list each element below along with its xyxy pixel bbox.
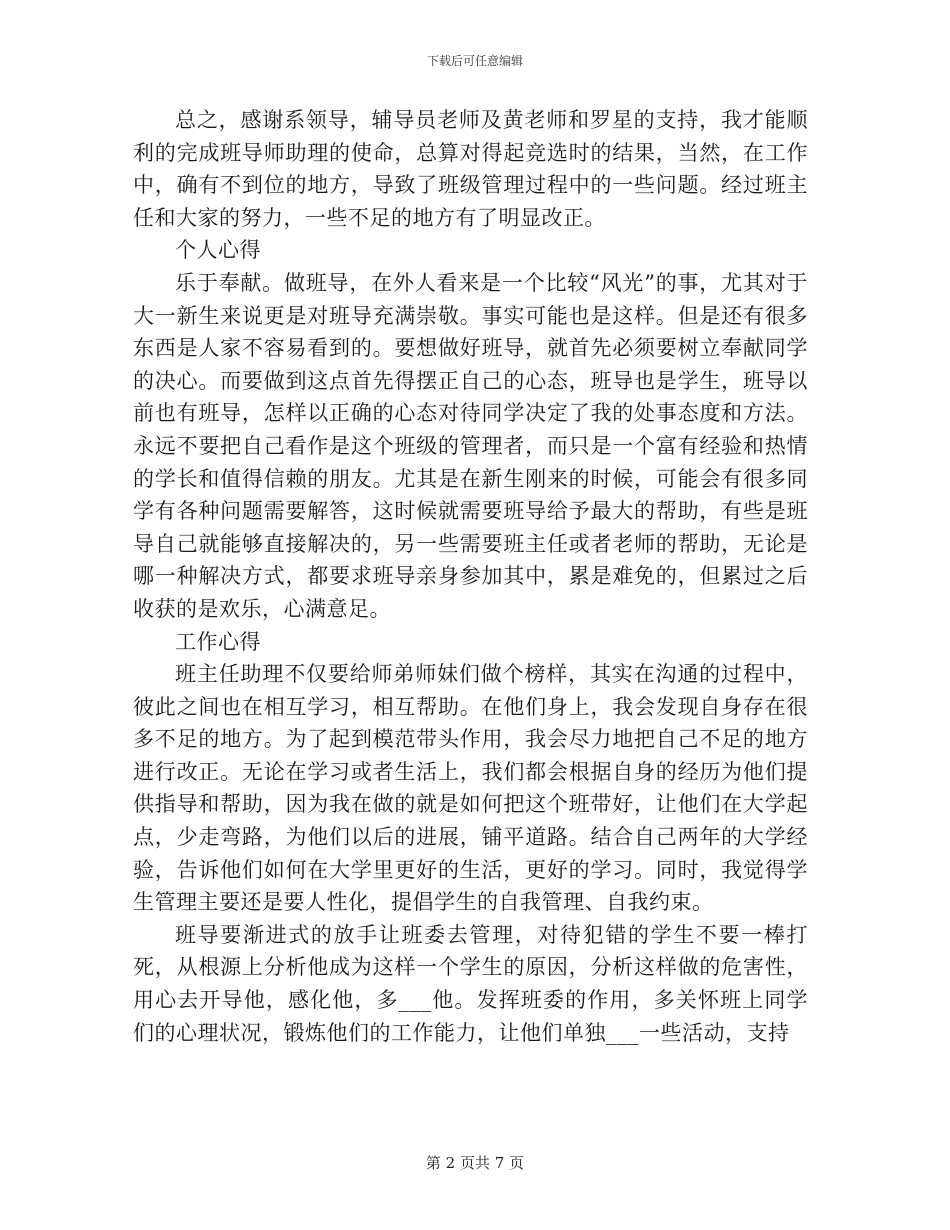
- paragraph-personal: 乐于奉献。做班导，在外人看来是一个比较“风光”的事，尤其对于大一新生来说更是对班导充满崇敬。事实可能也是这样。但是还有很多东西是人家不容易看到的。要想做好班导，就首先必须要树立奉献同学的决心。而要做到这点首先得摆正自己的心态，班导也是学生，班导以前也有班导，怎样以正确的心态对待同学决定了我的处事态度和方法。永远不要把自己看作是这个班级的管理者，而只是一个富有经验和热情的学长和值得信赖的朋友。尤其是在新生刚来的时候，可能会有很多同学有各种问题需要解答，这时候就需要班导给予最大的帮助，有些是班导自己就能够直接解决的，另一些需要班主任或者老师的帮助，无论是哪一种解决方式，都要求班导亲身参加其中，累是难免的，但累过之后收获的是欢乐，心满意足。: [133, 270, 808, 621]
- page-number: 第 2 页共 7 页: [425, 1154, 525, 1172]
- paragraph-management: 班导要渐进式的放手让班委去管理，对待犯错的学生不要一棒打死，从根源上分析他成为这样一个学生的原因，分析这样做的危害性，用心去开导他，感化他，多___他。发挥班委的作用，多关怀班上同学们的心理状况，锻炼他们的工作能力，让他们单独___一些活动，支持: [133, 922, 808, 1045]
- paragraph-summary: 总之，感谢系领导，辅导员老师及黄老师和罗星的支持，我才能顺利的完成班导师助理的使命，总算对得起竞选时的结果，当然，在工作中，确有不到位的地方，导致了班级管理过程中的一些问题。经过班主任和大家的努力，一些不足的地方有了明显改正。: [133, 108, 808, 230]
- section-heading-personal: 个人心得: [175, 238, 261, 263]
- paragraph-work: 班主任助理不仅要给师弟师妹们做个榜样，其实在沟通的过程中，彼此之间也在相互学习，相互帮助。在他们身上，我会发现自身存在很多不足的地方。为了起到模范带头作用，我会尽力地把自己不足的地方进行改正。无论在学习或者生活上，我们都会根据自身的经历为他们提供指导和帮助，因为我在做的就是如何把这个班带好，让他们在大学起点，少走弯路，为他们以后的进展，铺平道路。结合自己两年的大学经验，告诉他们如何在大学里更好的生活，更好的学习。同时，我觉得学生管理主要还是要人性化，提倡学生的自我管理、自我约束。: [133, 662, 808, 915]
- document-body: [133, 104, 808, 1049]
- section-heading-work: 工作心得: [175, 629, 261, 654]
- page-header-note: 下载后可任意编辑: [426, 54, 523, 68]
